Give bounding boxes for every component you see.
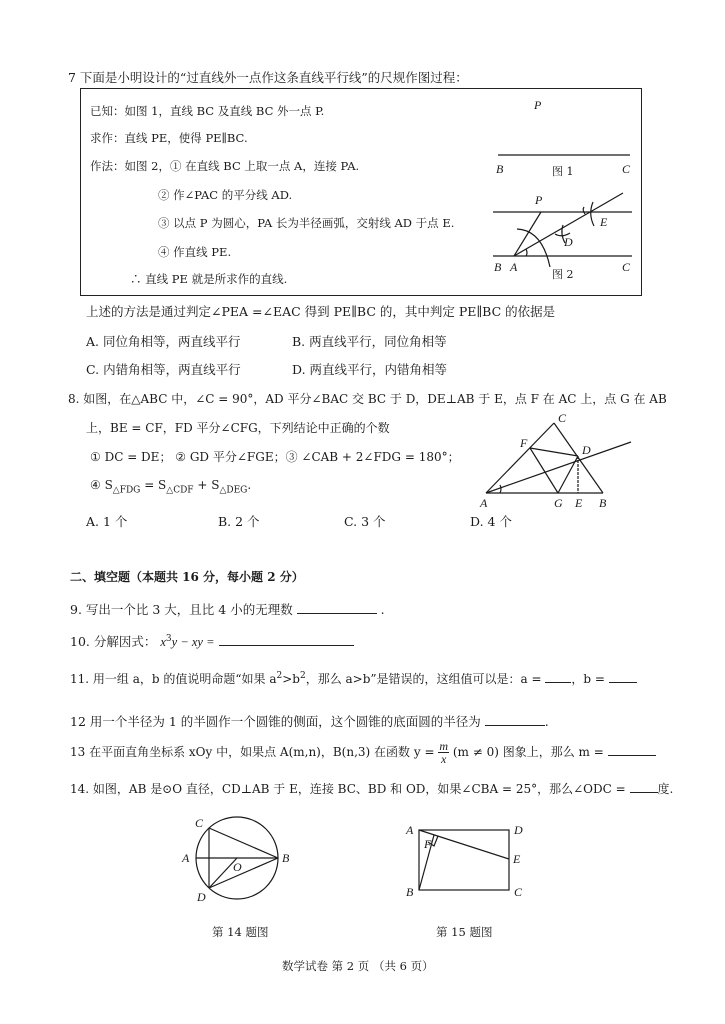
s4-end: .: [247, 478, 252, 492]
fig14-caption: 第 14 题图: [212, 925, 269, 939]
q7-figure-1: [490, 95, 640, 185]
side-ac: [486, 423, 554, 493]
label-c: C: [558, 411, 567, 425]
label-a: A: [510, 260, 518, 274]
q12: [70, 712, 549, 730]
q11-text-a: 11. 用一组 a，b 的值说明命题“如果 a: [70, 672, 277, 686]
angle-mark-a: [526, 249, 527, 256]
q9-answer-blank[interactable]: [297, 601, 377, 614]
segment-db: [209, 858, 278, 888]
label-b: B: [599, 496, 607, 510]
label-b: B: [496, 162, 504, 176]
s4-sub1: △FDG: [112, 485, 141, 496]
q8-option-b[interactable]: B. 2 个: [218, 514, 260, 529]
segment-fg: [530, 448, 558, 493]
s4-plus: + S: [193, 478, 220, 492]
page-footer: 数学试卷 第 2 页 （共 6 页）: [282, 959, 434, 973]
fig15-caption: 第 15 题图: [436, 925, 493, 939]
q10-expr-x: x: [160, 635, 166, 649]
label-c: C: [195, 816, 204, 830]
s4-sub2: △CDF: [166, 485, 194, 496]
q13-text-b: (m ≠ 0) 图象上，那么 m =: [452, 745, 604, 759]
q13: [70, 740, 656, 765]
q8-line1: 8. 如图，在△ABC 中，∠C = 90°，AD 平分∠BAC 交 BC 于 D，DE⊥AB 于 E，点 F 在 AC 上，点 G 在 AB: [68, 392, 667, 406]
label-b: B: [282, 851, 290, 865]
label-a: A: [182, 851, 190, 865]
q7-method: 作法：如图 2，① 在直线 BC 上取一点 A，连接 PA.: [90, 159, 360, 173]
q13-fraction: [438, 740, 449, 765]
s4-prefix: ④ S: [90, 478, 113, 492]
q11-text-b: >b: [282, 672, 300, 686]
q7-stem: 7 下面是小明设计的“过直线外一点作这条直线平行线”的尺规作图过程：: [68, 70, 468, 85]
q7-option-a[interactable]: A. 同位角相等，两直线平行: [86, 334, 241, 349]
segment-gd: [558, 456, 578, 493]
q12-answer-blank[interactable]: [485, 713, 545, 726]
q11-sup1: 2: [276, 671, 283, 681]
ray-ad: [486, 442, 631, 493]
label-c: C: [622, 162, 631, 176]
q11-text-c: ，那么 a>b”是错误的，这组值可以是：a =: [305, 672, 542, 686]
segment-fd: [530, 448, 578, 456]
label-a: A: [480, 496, 488, 510]
label-g: G: [554, 496, 563, 510]
q7-known: 已知：如图 1，直线 BC 及直线 BC 外一点 P.: [90, 104, 325, 118]
q8-line2: 上，BE = CF，FD 平分∠CFG，下列结论中正确的个数: [86, 421, 390, 435]
label-a: A: [406, 823, 414, 837]
q8-option-c[interactable]: C. 3 个: [344, 514, 386, 529]
label-e: E: [575, 496, 583, 510]
q13-answer-blank[interactable]: [608, 743, 656, 756]
angle-mark: [583, 207, 585, 214]
label-c: C: [514, 885, 523, 899]
q13-frac-num: m: [439, 739, 449, 753]
q10-answer-blank[interactable]: [219, 633, 354, 646]
q8-option-d[interactable]: D. 4 个: [470, 514, 512, 529]
label-b: B: [406, 885, 414, 899]
q9-text: 9. 写出一个比 3 大，且比 4 小的无理数: [70, 602, 293, 617]
label-d: D: [514, 823, 523, 837]
figure-15: [400, 822, 540, 902]
q11-a-blank[interactable]: [545, 670, 571, 683]
fig1-caption: 图 1: [552, 165, 574, 178]
q11-b-blank[interactable]: [609, 670, 637, 683]
q9: [70, 600, 385, 618]
q14-answer-blank[interactable]: [630, 780, 658, 793]
segment-pa: [514, 212, 541, 256]
q12-text: 12 用一个半径为 1 的半圆作一个圆锥的侧面，这个圆锥的底面圆的半径为: [70, 714, 481, 729]
q14-text: 14. 如图，AB 是⊙O 直径，CD⊥AB 于 E，连接 BC、BD 和 OD，如果∠CBA = 25°，那么∠ODC =: [70, 782, 626, 796]
q7-step2: ② 作∠PAC 的平分线 AD.: [158, 188, 293, 202]
q12-end: .: [544, 714, 549, 729]
q7-option-c[interactable]: C. 内错角相等，两直线平行: [86, 362, 241, 377]
section-2-title: 二、填空题（本题共 16 分，每小题 2 分）: [70, 570, 304, 584]
q14: [70, 780, 673, 797]
q7-option-d[interactable]: D. 两直线平行，内错角相等: [292, 362, 448, 377]
figure-14: [175, 815, 300, 915]
q7-step4: ④ 作直线 PE.: [158, 245, 232, 259]
q7-step3: ③ 以点 P 为圆心，PA 长为半径画弧，交射线 AD 于点 E.: [158, 216, 455, 230]
q8-statements: ① DC = DE； ② GD 平分∠FGE；③ ∠CAB + 2∠FDG = 180°；: [90, 450, 460, 464]
label-e: E: [513, 852, 521, 866]
arc-1: [517, 229, 550, 267]
q11: [70, 670, 637, 687]
label-b: B: [494, 260, 502, 274]
label-e: E: [600, 215, 608, 229]
angle-mark-a: [500, 485, 501, 493]
q13-text-a: 13 在平面直角坐标系 xOy 中，如果点 A(m,n)，B(n,3) 在函数 y =: [70, 745, 435, 759]
q9-end: .: [380, 602, 385, 617]
fig2-caption: 图 2: [552, 268, 574, 281]
q11-comma: ，b =: [571, 672, 605, 686]
label-d: D: [197, 890, 206, 904]
q13-frac-den: x: [441, 752, 447, 766]
label-d: D: [564, 235, 573, 249]
q8-figure: [478, 411, 648, 510]
label-p: P: [535, 193, 543, 207]
label-f: F: [424, 837, 432, 851]
q7-conclusion: ∴ 直线 PE 就是所求作的直线.: [130, 272, 288, 286]
label-f: F: [520, 436, 528, 450]
q10-expr-rest: y − xy =: [171, 635, 215, 649]
q7-question: 上述的方法是通过判定∠PEA =∠EAC 得到 PE∥BC 的，其中判定 PE∥BC 的依据是: [86, 304, 556, 319]
s4-mid: = S: [140, 478, 167, 492]
q11-sup2: 2: [299, 671, 306, 681]
label-p: P: [534, 98, 542, 112]
q14-end: 度.: [657, 782, 674, 796]
q7-seek: 求作：直线 PE，使得 PE∥BC.: [90, 131, 248, 145]
label-c: C: [622, 260, 631, 274]
q8-statement-4: [90, 478, 251, 495]
q10-expr-sup: 3: [165, 633, 172, 644]
q8-option-a[interactable]: A. 1 个: [86, 514, 128, 529]
q10: [70, 632, 354, 650]
arc-e: [591, 202, 594, 226]
s4-sub3: △DEG: [219, 485, 248, 496]
q7-figure-2: [490, 192, 640, 282]
label-d: D: [582, 443, 591, 457]
q10-text: 10. 分解因式：: [70, 634, 157, 649]
label-o: O: [233, 860, 242, 874]
q7-option-b[interactable]: B. 两直线平行，同位角相等: [292, 334, 447, 349]
segment-cb: [209, 828, 278, 858]
